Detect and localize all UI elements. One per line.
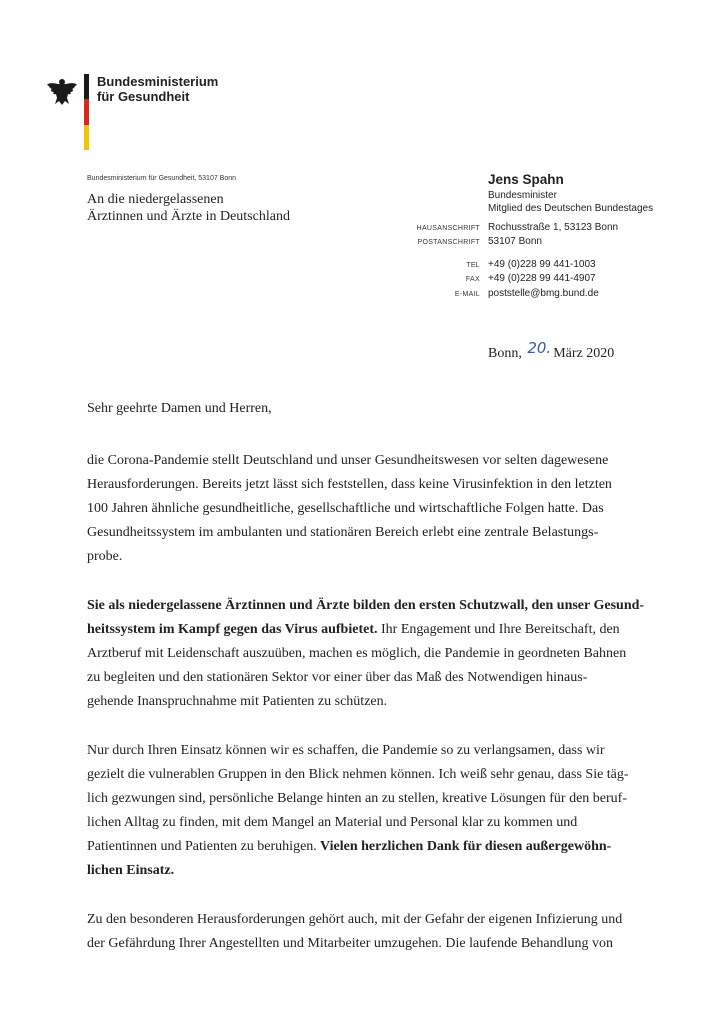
body-paragraph [87,908,647,956]
text-segment: probe. [87,549,123,564]
body-paragraph [87,449,647,569]
salutation: Sehr geehrte Damen und Herren, [87,401,272,416]
paragraph-line [87,932,647,956]
paragraph-line [87,690,647,714]
bold-text-segment: lichen Einsatz. [87,863,175,878]
minister-name: Jens Spahn [488,172,564,187]
paragraph-line [87,908,647,932]
address-value: poststelle@bmg.bund.de [488,288,599,299]
paragraph-line [87,666,647,690]
paragraph-line [87,642,647,666]
sender-return-address: Bundesministerium für Gesundheit, 53107 Bonn [87,175,237,182]
paragraph-line [87,521,647,545]
text-segment: lich gezwungen sind, persönliche Belange hinten an zu stellen, kreative Lösungen für den beruf- [87,791,627,806]
paragraph-line [87,545,647,569]
address-row-hausanschrift [0,222,728,236]
text-segment: Nur durch Ihren Einsatz können wir es schaffen, die Pandemie so zu verlangsamen, dass wir [87,743,605,758]
flag-stripe-gold [84,125,89,150]
date-day-handwritten: 20. [527,339,552,357]
address-label: FAX [465,276,480,283]
date-city: Bonn, [488,346,522,361]
paragraph-line [87,594,647,618]
text-segment: Herausforderungen. Bereits jetzt lässt sich feststellen, dass keine Virusinfektion in den letzten [87,477,612,492]
minister-title-line1: Bundesminister [488,190,557,201]
text-segment: gehende Inanspruchnahme mit Patienten zu schützen. [87,694,388,709]
recipient-line1: An die niedergelassenen [87,192,224,207]
flag-stripe-red [84,99,89,124]
address-label: POSTANSCHRIFT [417,239,480,246]
body-paragraph [87,594,647,714]
paragraph-line [87,497,647,521]
paragraph-line [87,835,647,859]
text-segment: Arztberuf mit Leidenschaft auszuüben, machen es möglich, die Pandemie in geordneten Bahnen [87,646,627,661]
text-segment: Ihr Engagement und Ihre Bereitschaft, den [377,622,620,637]
address-value: 53107 Bonn [488,236,542,247]
address-row-tel [0,259,728,273]
paragraph-line [87,473,647,497]
body-paragraph [87,739,647,883]
federal-eagle-icon [46,76,78,108]
address-row-email [0,288,728,302]
address-value: Rochusstraße 1, 53123 Bonn [488,222,619,233]
flag-stripe-black [84,74,89,99]
bold-text-segment: Vielen herzlichen Dank für diesen außergewöhn- [316,839,612,854]
minister-title [488,189,653,215]
bold-text-segment: heitssystem im Kampf gegen das Virus aufbietet. [87,622,378,637]
paragraph-line [87,763,647,787]
address-row-fax [0,273,728,287]
ministry-name [97,74,218,104]
text-segment: Patientinnen und Patienten zu beruhigen. [87,839,317,854]
paragraph-line [87,739,647,763]
letter-date [488,339,615,362]
text-segment: der Gefährdung Ihrer Angestellten und Mitarbeiter umzugehen. Die laufende Behandlung von [87,936,613,951]
ministry-name-line2: für Gesundheit [97,89,190,104]
address-label: HAUSANSCHRIFT [416,225,480,232]
minister-title-line2: Mitglied des Deutschen Bundestages [488,203,654,214]
date-month-year: März 2020 [553,346,615,361]
text-segment: Gesundheitssystem im ambulanten und stationären Bereich erlebt eine zentrale Belastungs- [87,525,599,540]
text-segment: gezielt die vulnerablen Gruppen in den Blick nehmen können. Ich weiß sehr genau, dass Sie täg- [87,767,629,782]
text-segment: 100 Jahren ähnliche gesundheitliche, gesellschaftliche und wirtschaftliche Folgen hatte. Das [87,501,604,516]
address-row-postanschrift [0,236,728,250]
address-value: +49 (0)228 99 441-1003 [488,259,596,270]
text-segment: Zu den besonderen Herausforderungen gehört auch, mit der Gefahr der eigenen Infizierung und [87,912,623,927]
paragraph-line [87,618,647,642]
address-label: E-MAIL [454,291,480,298]
text-segment: zu begleiten und den stationären Sektor vor einer über das Maß des Notwendigen hinaus- [87,670,588,685]
address-label: TEL [466,262,480,269]
paragraph-line [87,859,647,883]
text-segment: lichen Alltag zu finden, mit dem Mangel an Material und Personal klar zu kommen und [87,815,578,830]
text-segment: die Corona-Pandemie stellt Deutschland und unser Gesundheitswesen vor selten dagewesene [87,453,609,468]
recipient-address [87,191,290,225]
bold-text-segment: Sie als niedergelassene Ärztinnen und Ärzte bilden den ersten Schutzwall, den unser Gesund- [87,598,645,613]
ministry-name-line1: Bundesministerium [97,74,219,89]
paragraph-line [87,449,647,473]
recipient-line2: Ärztinnen und Ärzte in Deutschland [87,209,290,224]
address-value: +49 (0)228 99 441-4907 [488,273,596,284]
paragraph-line [87,811,647,835]
german-flag-stripe [84,74,89,150]
paragraph-line [87,787,647,811]
